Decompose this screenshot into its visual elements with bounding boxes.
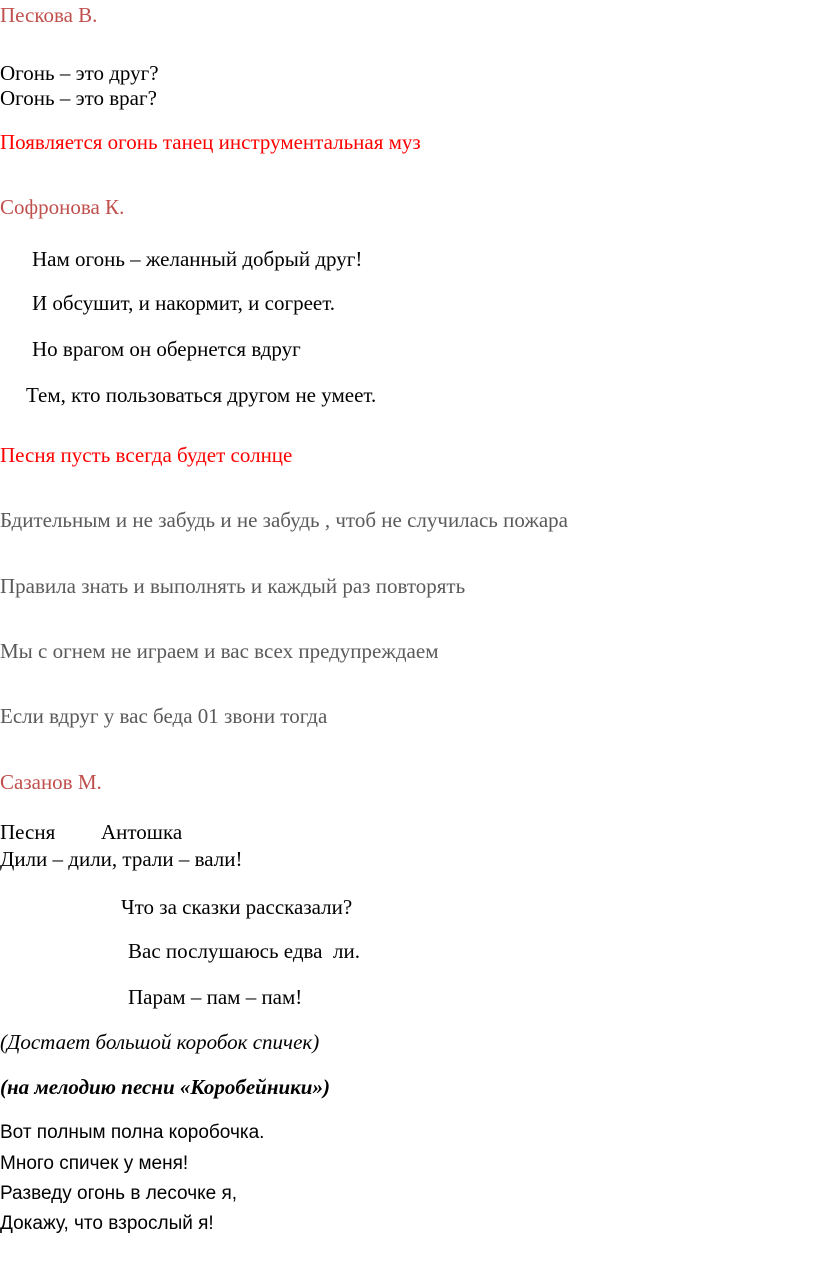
- stage-direction: (Достает большой коробок спичек): [0, 1030, 320, 1054]
- dialogue-line: Огонь – это друг?: [0, 61, 159, 85]
- final-verse-line: Разведу огонь в лесочке я,: [0, 1183, 238, 1204]
- song2-line: Дили – дили, трали – вали!: [0, 847, 243, 871]
- speaker-name: Софронова К.: [0, 195, 125, 219]
- poem-line: Но врагом он обернется вдруг: [32, 337, 301, 361]
- dialogue-line: Огонь – это враг?: [0, 86, 157, 110]
- final-verse-line: Много спичек у меня!: [0, 1153, 189, 1174]
- song2-name: Антошка: [101, 820, 183, 844]
- song-title: Песня пусть всегда будет солнце: [0, 443, 293, 467]
- speaker-name: Сазанов М.: [0, 770, 102, 794]
- final-verse-line: Докажу, что взрослый я!: [0, 1213, 214, 1234]
- song-line: Мы с огнем не играем и вас всех предупреждаем: [0, 639, 439, 663]
- poem-line: Тем, кто пользоваться другом не умеет.: [26, 383, 377, 407]
- final-verse-line: Вот полным полна коробочка.: [0, 1122, 265, 1143]
- song-line: Если вдруг у вас беда 01 звони тогда: [0, 704, 328, 728]
- song-line: Бдительным и не забудь и не забудь , чтоб не случилась пожара: [0, 508, 568, 532]
- song2-line: Вас послушаюсь едва ли.: [128, 939, 360, 963]
- song2-line: Парам – пам – пам!: [128, 985, 303, 1009]
- song-line: Правила знать и выполнять и каждый раз повторять: [0, 574, 466, 598]
- poem-line: Нам огонь – желанный добрый друг!: [32, 247, 363, 271]
- speaker-name: Пескова В.: [0, 3, 98, 27]
- stage-direction: (на мелодию песни «Коробейники»): [0, 1075, 330, 1099]
- song2-line: Что за сказки рассказали?: [121, 895, 353, 919]
- stage-direction: Появляется огонь танец инструментальная муз: [0, 130, 421, 154]
- song2-label: Песня: [0, 820, 56, 844]
- poem-line: И обсушит, и накормит, и согреет.: [32, 291, 336, 315]
